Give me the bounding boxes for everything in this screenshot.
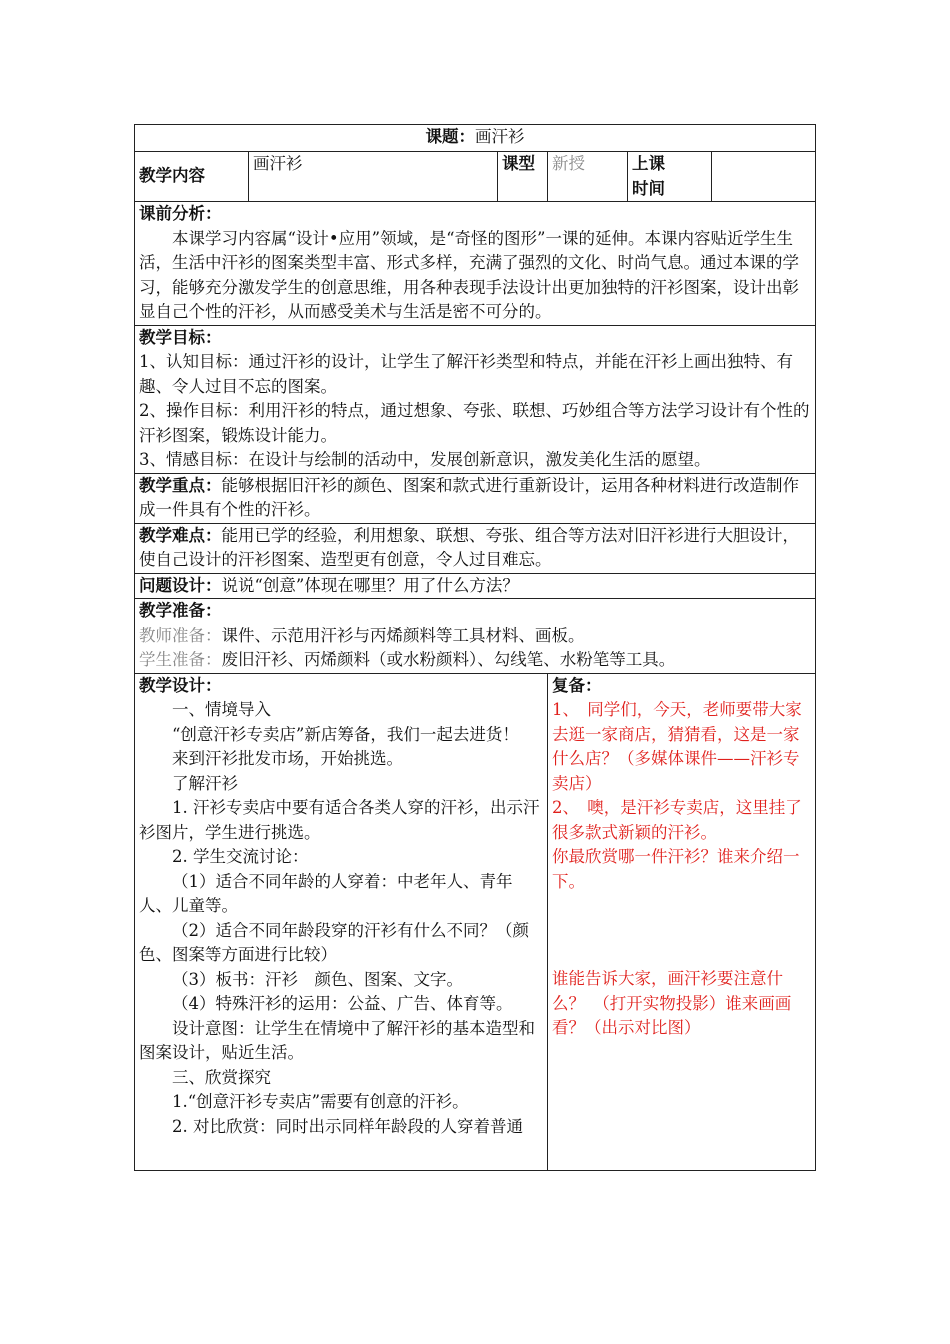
student-prep-label: 学生准备： <box>139 650 222 669</box>
difficulty-label: 教学难点： <box>139 525 222 545</box>
key-point-cell <box>135 473 816 523</box>
review-spacer <box>552 894 811 967</box>
key-point-label: 教学重点： <box>139 475 222 495</box>
design-line: “创意汗衫专卖店”新店筹备，我们一起去进货！ <box>172 724 519 744</box>
review-item: 谁能告诉大家，画汗衫要注意什么？ （打开实物投影）谁来画画看？（出示对比图） <box>552 969 792 1037</box>
teacher-prep-text: 课件、示范用汗衫与丙烯颜料等工具材料、画板。 <box>221 625 585 645</box>
analysis-cell <box>135 202 816 326</box>
review-cell <box>548 673 816 1170</box>
time-label <box>628 152 712 202</box>
difficulty-cell <box>135 523 816 573</box>
key-point-text: 能够根据旧汗衫的颜色、图案和款式进行重新设计，运用各种材料进行改造制作成一件具有个性的汗衫。 <box>139 475 799 519</box>
title-row <box>135 125 816 152</box>
analysis-row <box>135 202 816 326</box>
design-row <box>135 673 816 1170</box>
goals-cell <box>135 325 816 473</box>
content-value: 画汗衫 <box>249 152 498 202</box>
type-value: 新授 <box>548 152 628 202</box>
lesson-plan-page <box>134 124 815 1171</box>
time-label-line1: 上课 <box>632 154 665 173</box>
analysis-heading: 课前分析： <box>139 204 222 223</box>
design-line: 设计意图：让学生在情境中了解汗衫的基本造型和图案设计，贴近生活。 <box>139 1018 535 1062</box>
question-text: 说说“创意”体现在哪里？用了什么方法？ <box>221 575 519 595</box>
student-prep-text: 废旧汗衫、丙烯颜料（或水粉颜料）、勾线笔、水粉笔等工具。 <box>221 650 676 669</box>
design-heading: 教学设计： <box>139 675 222 695</box>
lesson-title <box>135 125 816 152</box>
time-value <box>712 152 816 202</box>
design-line: （2）适合不同年龄段穿的汗衫有什么不同？（颜色、图案等方面进行比较） <box>139 920 529 964</box>
goal-item: 2、操作目标：利用汗衫的特点，通过想象、夸张、联想、巧妙组合等方法学习设计有个性的汗衫图案，锻炼设计能力。 <box>139 401 810 445</box>
prep-heading: 教学准备： <box>139 601 222 620</box>
difficulty-row <box>135 523 816 573</box>
question-cell <box>135 573 816 599</box>
design-line: （4）特殊汗衫的运用：公益、广告、体育等。 <box>172 994 513 1013</box>
review-item: 2、 噢，是汗衫专卖店，这里挂了很多款式新颖的汗衫。 <box>552 798 802 842</box>
key-point-row <box>135 473 816 523</box>
design-cell <box>135 673 548 1170</box>
question-row <box>135 573 816 599</box>
time-label-line2: 时间 <box>632 178 665 198</box>
design-line: （1）适合不同年龄的人穿着：中老年人、青年人、儿童等。 <box>139 871 513 915</box>
info-row <box>135 152 816 202</box>
review-heading: 复备： <box>552 675 602 695</box>
lesson-plan-table <box>134 124 816 1171</box>
design-line: 一、情境导入 <box>172 700 271 719</box>
goal-item: 3、情感目标：在设计与绘制的活动中，发展创新意识，激发美化生活的愿望。 <box>139 450 711 469</box>
design-line: 了解汗衫 <box>172 773 238 793</box>
design-line: 来到汗衫批发市场，开始挑选。 <box>172 749 403 768</box>
question-label: 问题设计： <box>139 575 222 595</box>
design-line: 三、欣赏探究 <box>172 1067 271 1087</box>
title-label: 课题： <box>425 127 475 146</box>
design-line: （3）板书：汗衫 颜色、图案、文字。 <box>172 969 463 989</box>
goals-heading: 教学目标： <box>139 327 222 347</box>
design-line: 2. 对比欣赏：同时出示同样年龄段的人穿着普通 <box>172 1116 523 1136</box>
teacher-prep-label: 教师准备： <box>139 625 222 645</box>
goal-item: 1、认知目标：通过汗衫的设计，让学生了解汗衫类型和特点，并能在汗衫上画出独特、有趣、令人过目不忘的图案。 <box>139 352 793 396</box>
prep-cell <box>135 599 816 674</box>
prep-row <box>135 599 816 674</box>
goals-row <box>135 325 816 473</box>
type-label: 课型 <box>498 152 548 202</box>
difficulty-text: 能用已学的经验，利用想象、联想、夸张、组合等方法对旧汗衫进行大胆设计，使自己设计的汗衫图案、造型更有创意，令人过目难忘。 <box>139 525 799 569</box>
design-line: 2. 学生交流讨论： <box>172 847 309 866</box>
review-item: 1、 同学们，今天，老师要带大家去逛一家商店，猜猜看，这是一家什么店？（多媒体课件——汗衫专卖店） <box>552 700 802 793</box>
title-value: 画汗衫 <box>475 127 525 146</box>
content-label: 教学内容 <box>135 152 249 202</box>
design-line: 1. 汗衫专卖店中要有适合各类人穿的汗衫，出示汗衫图片，学生进行挑选。 <box>139 798 540 842</box>
review-item: 你最欣赏哪一件汗衫？谁来介绍一下。 <box>552 847 800 891</box>
design-line: 1.“创意汗衫专卖店”需要有创意的汗衫。 <box>172 1092 469 1111</box>
analysis-body: 本课学习内容属“设计•应用”领域，是“奇怪的图形”一课的延伸。本课内容贴近学生生活，生活中汗衫的图案类型丰富、形式多样，充满了强烈的文化、时尚气息。通过本课的学习，能够充分激发学生的创意思维，用各种表现手法设计出更加独特的汗衫图案，设计出彰显自己个性的汗衫，从而感受美术与生活是密不可分的。 <box>139 228 799 321</box>
